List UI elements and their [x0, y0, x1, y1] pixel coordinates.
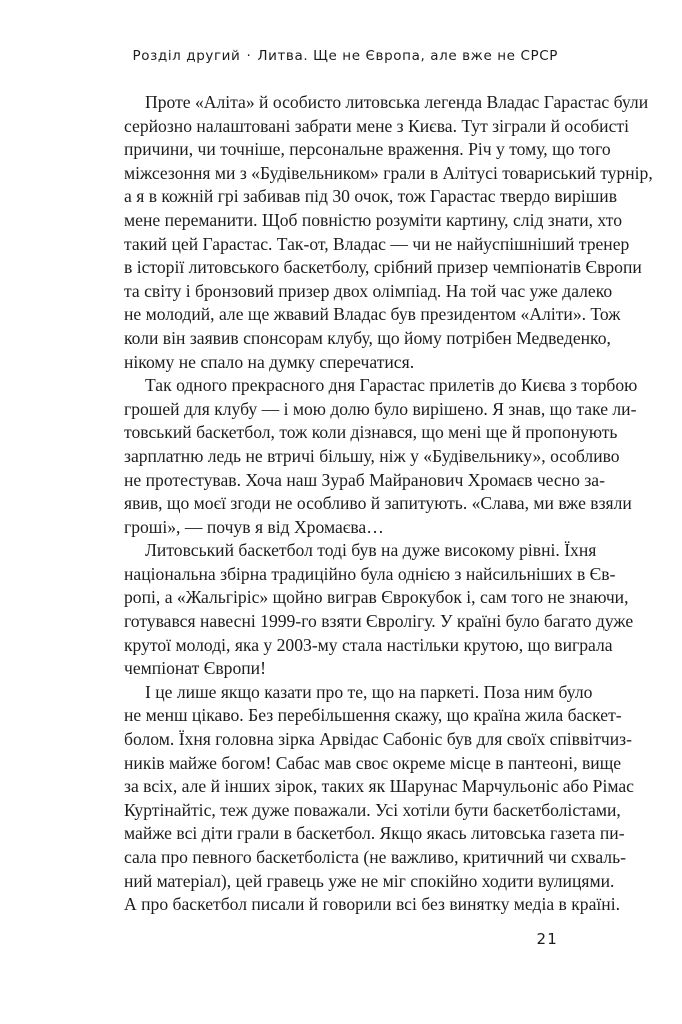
paragraph — [124, 539, 634, 681]
text-line: не протестував. Хоча наш Зураб Майранович Хромаєв чесно за- — [124, 469, 605, 490]
text-line: сала про певного баскетболіста (не важливо, критичний чи схваль- — [124, 847, 626, 867]
text-line: зарплатню ледь не втричі більшу, ніж у «Будівельнику», особливо — [124, 445, 620, 466]
text-line: А про баскетбол писали й говорили всі без винятку медіа в країні. — [124, 894, 620, 915]
text-line: грошей для клубу — і мою долю було вирішено. Я знав, що таке ли- — [124, 398, 637, 419]
text-line: Литовський баскетбол тоді був на дуже високому рівні. Їхня — [145, 540, 597, 561]
text-line: ників майже богом! Сабас мав своє окреме місце в пантеоні, вище — [124, 752, 622, 773]
text-line: майже всі діти грали в баскетбол. Якщо якась литовська газета пи- — [124, 823, 625, 844]
paragraph — [124, 681, 634, 917]
text-line: в історії литовського баскетболу, срібний призер чемпіонатів Європи — [124, 257, 642, 278]
text-line: гроші», — почув я від Хромаєва… — [124, 516, 384, 537]
paragraph — [124, 374, 638, 539]
text-line: національна збірна традиційно була однією з найсильніших в Єв- — [124, 563, 616, 584]
text-line: за всіх, але й інших зірок, таких як Шарунас Марчульоніс або Рімас — [124, 776, 634, 797]
text-line: Проте «Аліта» й особисто литовська легенда Владас Гарастас були — [145, 92, 649, 112]
text-line: нікому не спало на думку сперечатися. — [124, 351, 415, 372]
text-line: явив, що моєї згоди не особливо й запитують. «Слава, ми вже взяли — [124, 493, 632, 514]
paragraph — [124, 91, 653, 374]
text-line: Так одного прекрасного дня Гарастас прилетів до Києва з торбою — [145, 375, 638, 396]
text-line: такий цей Гарастас. Так-от, Владас — чи не найуспішніший тренер — [124, 233, 630, 254]
text-line: чемпіонат Європи! — [124, 658, 266, 679]
text-line: міжсезоння ми з «Будівельником» грали в Алітусі товариський турнір, — [124, 162, 653, 183]
running-head-separator: · — [246, 48, 252, 64]
body-text — [124, 91, 653, 917]
text-line: болом. Їхня головна зірка Арвідас Сабоніс був для своїх співвітчиз- — [124, 729, 632, 750]
text-line: серйозно налаштовані забрати мене з Києва. Тут зіграли й особисті — [124, 115, 629, 136]
chapter-label: Розділ другий — [132, 48, 241, 64]
text-line: І це лише якщо казати про те, що на паркеті. Поза ним було — [145, 681, 593, 702]
chapter-title: Литва. Ще не Європа, але вже не СРСР — [257, 48, 558, 64]
text-line: ропі, а «Жальгіріс» щойно виграв Єврокубок і, сам того не знаючи, — [124, 587, 629, 608]
text-line: товський баскетбол, тож коли дізнався, що мені ще й пропонують — [124, 422, 618, 443]
text-line: готувався навесні 1999-го взяти Євролігу. У країні було багато дуже — [124, 611, 634, 632]
text-line: коли він заявив спонсорам клубу, що йому потрібен Медведенко, — [124, 327, 611, 348]
text-line: не менш цікаво. Без перебільшення скажу, що країна жила баскет- — [124, 705, 622, 726]
text-line: ний матеріал), цей гравець уже не міг спокійно ходити вулицями. — [124, 870, 615, 891]
text-line: а я в кожній грі забивав під 30 очок, тож Гарастас твердо вирішив — [124, 186, 618, 207]
running-head — [133, 48, 558, 64]
text-line: та світу і бронзовий призер двох олімпіад. На той час уже далеко — [124, 280, 613, 301]
text-line: причини, чи точніше, персональне враження. Річ у тому, що того — [124, 139, 611, 160]
text-line: Куртінайтіс, теж дуже поважали. Усі хотіли бути баскетболістами, — [124, 799, 621, 820]
page-number: 21 — [536, 930, 558, 948]
text-line: крутої молоді, яка у 2003-му стала настільки крутою, що виграла — [124, 634, 613, 655]
text-line: мене переманити. Щоб повністю розуміти картину, слід знати, хто — [124, 209, 623, 230]
text-line: не молодий, але ще жвавий Владас був президентом «Аліти». Тож — [124, 304, 621, 325]
